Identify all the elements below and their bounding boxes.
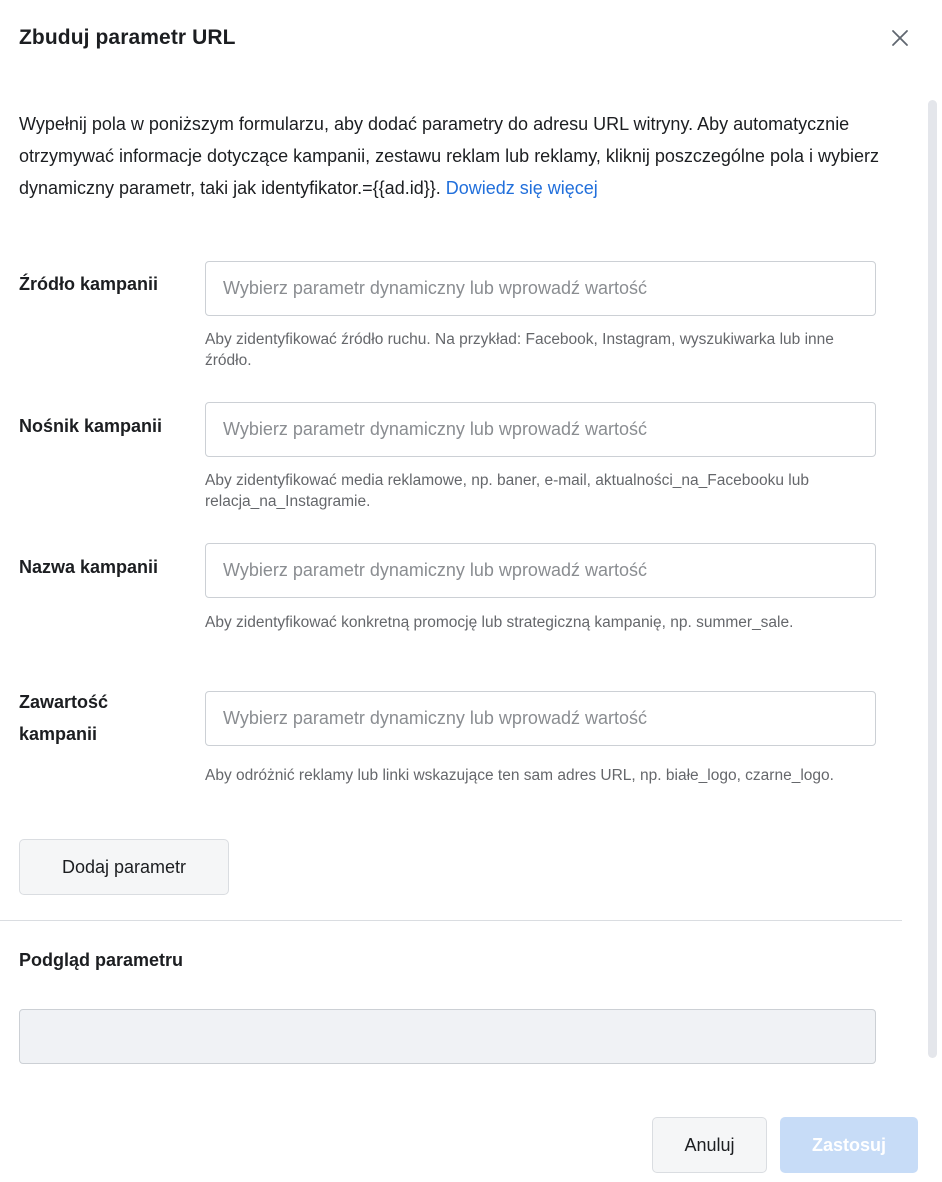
field-label-source: Źródło kampanii [19, 274, 159, 294]
field-label-content: Zawartość kampanii [19, 692, 109, 744]
campaign-name-input[interactable] [205, 543, 876, 598]
dialog-title: Zbuduj parametr URL [19, 26, 236, 49]
close-button[interactable] [886, 24, 914, 52]
parameter-preview-field [19, 1009, 876, 1064]
campaign-medium-input[interactable] [205, 402, 876, 457]
field-label-medium: Nośnik kampanii [19, 416, 163, 436]
field-hint-content: Aby odróżnić reklamy lub linki wskazujące ten sam adres URL, np. białe_logo, czarne_logo. [205, 767, 834, 784]
campaign-source-input[interactable] [205, 261, 876, 316]
cancel-button[interactable]: Anuluj [652, 1117, 767, 1173]
section-divider [0, 920, 902, 921]
intro-text [19, 108, 879, 204]
learn-more-link[interactable]: Dowiedz się więcej [445, 178, 598, 198]
add-parameter-button[interactable]: Dodaj parametr [19, 839, 229, 895]
field-hint-medium: Aby zidentyfikować media reklamowe, np. baner, e-mail, aktualności_na_Facebooku lub relacja_na_Instagramie. [205, 472, 809, 510]
field-hint-name: Aby zidentyfikować konkretną promocję lub strategiczną kampanię, np. summer_sale. [205, 614, 794, 631]
field-label-name: Nazwa kampanii [19, 557, 159, 577]
field-hint-source: Aby zidentyfikować źródło ruchu. Na przykład: Facebook, Instagram, wyszukiwarka lub inne źródło. [205, 331, 834, 369]
scrollbar[interactable] [928, 100, 937, 1058]
campaign-content-input[interactable] [205, 691, 876, 746]
apply-button[interactable]: Zastosuj [780, 1117, 918, 1173]
preview-title: Podgląd parametru [19, 950, 184, 970]
intro-body: Wypełnij pola w poniższym formularzu, aby dodać parametry do adresu URL witryny. Aby automatycznie otrzymywać informacje dotyczące kampanii, zestawu reklam lub reklamy, kliknij poszczególne pola i wybierz dynamiczny parametr, taki jak identyfikator.={{ad.id}}. [19, 114, 879, 198]
close-icon [886, 24, 914, 52]
